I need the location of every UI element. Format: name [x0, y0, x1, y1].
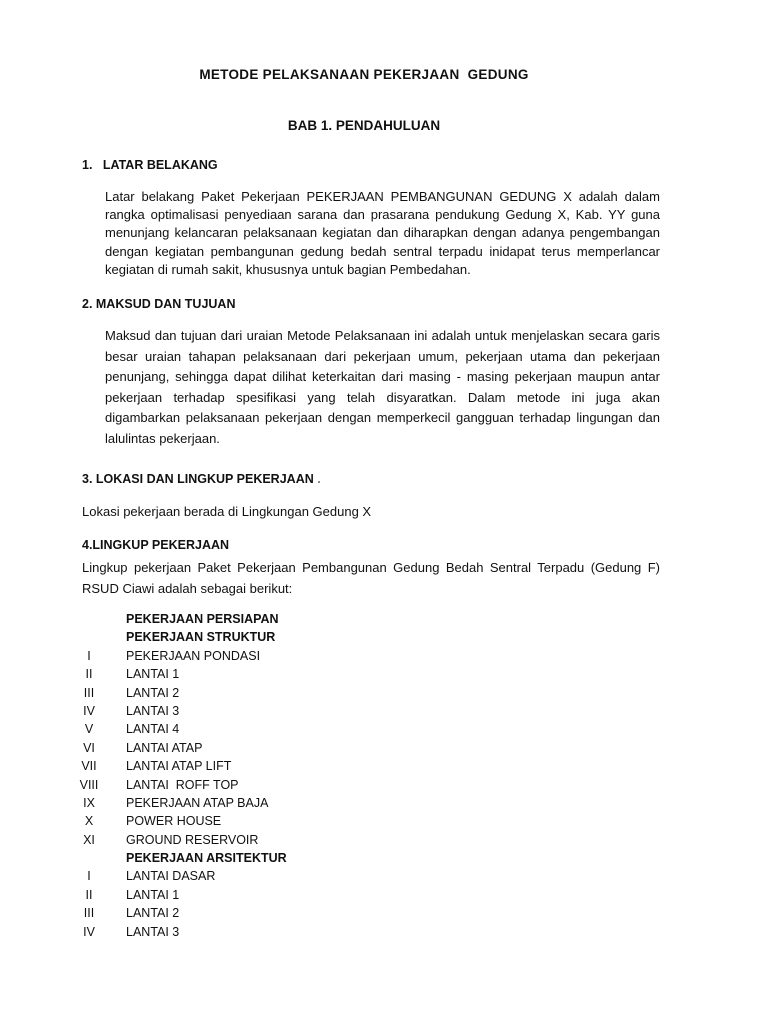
work-item-number: VII [81, 759, 97, 774]
chapter-heading: BAB 1. PENDAHULUAN [287, 118, 441, 133]
work-item-number: IV [83, 703, 95, 718]
work-item-label: LANTAI 4 [126, 722, 180, 737]
work-item-row [0, 720, 768, 738]
work-item-row [0, 923, 768, 941]
work-item-label: LANTAI DASAR [126, 869, 216, 884]
document-title: METODE PELAKSANAAN PEKERJAAN GEDUNG [199, 67, 529, 82]
work-item-number: I [87, 869, 91, 884]
work-item-number: X [84, 814, 94, 829]
work-item-row [0, 702, 768, 720]
work-item-number: XI [83, 832, 95, 847]
work-item-row [0, 776, 768, 794]
work-item-label: LANTAI 3 [126, 924, 180, 939]
work-item-row [0, 647, 768, 665]
work-item-row [0, 665, 768, 683]
work-items-list [0, 610, 768, 941]
work-item-number: VI [83, 740, 95, 755]
section-2-heading: 2. MAKSUD DAN TUJUAN [82, 297, 236, 311]
section-3-heading: 3. LOKASI DAN LINGKUP PEKERJAAN [82, 472, 314, 486]
section-3-heading-suffix: . [313, 472, 321, 486]
work-item-label: PEKERJAAN PONDASI [126, 648, 261, 663]
section-1-heading: 1. LATAR BELAKANG [82, 158, 218, 172]
work-item-label: POWER HOUSE [126, 814, 222, 829]
section-3-heading-wrap [82, 470, 321, 488]
work-item-label: LANTAI 1 [126, 667, 180, 682]
work-item-number: IX [83, 795, 95, 810]
section-4-paragraph: Lingkup pekerjaan Paket Pekerjaan Pembangunan Gedung Bedah Sentral Terpadu (Gedung F) RSUD Ciawi adalah sebagai berikut: [82, 560, 660, 596]
work-item-row [0, 849, 768, 867]
work-item-number: V [84, 722, 94, 737]
work-item-row [0, 757, 768, 775]
section-3-paragraph: Lokasi pekerjaan berada di Lingkungan Gedung X [82, 504, 372, 519]
work-item-label: PEKERJAAN ARSITEKTUR [126, 851, 287, 866]
work-item-label: LANTAI 2 [126, 685, 180, 700]
work-item-label: LANTAI ATAP LIFT [126, 759, 232, 774]
work-item-number: III [83, 685, 95, 700]
work-item-label: GROUND RESERVOIR [126, 832, 259, 847]
work-item-row [0, 610, 768, 628]
work-item-label: LANTAI ATAP [126, 740, 203, 755]
work-item-number: II [85, 667, 93, 682]
work-item-row [0, 904, 768, 922]
work-item-number: III [83, 906, 95, 921]
work-item-row [0, 867, 768, 885]
work-item-label: PEKERJAAN PERSIAPAN [126, 612, 279, 626]
section-4-heading: 4.LINGKUP PEKERJAAN [82, 538, 230, 552]
work-item-number: I [87, 648, 91, 663]
work-item-row [0, 739, 768, 757]
work-item-label: LANTAI 1 [126, 887, 180, 902]
work-item-number: IV [83, 924, 95, 939]
section-1-paragraph: Latar belakang Paket Pekerjaan PEKERJAAN PEMBANGUNAN GEDUNG X adalah dalam rangka optimalisasi penyediaan sarana dan prasarana pendukung Gedung X, Kab. YY guna menunjang kelancaran pelaksanaan kegiatan dan diharapkan dengan adanya pengembangan dengan kegiatan pembangunan gedung bedah sentral terpadu inidapat terus memperlancar kegiatan di rumah sakit, khususnya untuk bagian Pembedahan. [105, 189, 660, 277]
work-item-label: LANTAI ROFF TOP [126, 777, 239, 792]
section-2-paragraph: Maksud dan tujuan dari uraian Metode Pelaksanaan ini adalah untuk menjelaskan secara garis besar uraian tahapan pelaksanaan dari pekerjaan umum, pekerjaan utama dan pekerjaan penunjang, sehingga dapat dilihat keterkaitan dari masing - masing pekerjaan maupun antar pekerjaan terhadap spesifikasi yang telah disyaratkan. Dalam metode ini juga akan digambarkan pelaksanaan pekerjaan dengan memperkecil gangguan terhadap lingungan dan lalulintas pekerjaan. [105, 328, 660, 446]
work-item-row [0, 812, 768, 830]
work-item-row [0, 628, 768, 646]
work-item-label: LANTAI 3 [126, 703, 180, 718]
work-item-row [0, 794, 768, 812]
work-item-number: VIII [79, 777, 99, 792]
work-item-label: PEKERJAAN STRUKTUR [126, 630, 276, 645]
work-item-label: PEKERJAAN ATAP BAJA [126, 795, 269, 810]
work-item-label: LANTAI 2 [126, 906, 180, 921]
work-item-row [0, 831, 768, 849]
work-item-number: II [85, 887, 93, 902]
work-item-row [0, 684, 768, 702]
work-item-row [0, 886, 768, 904]
